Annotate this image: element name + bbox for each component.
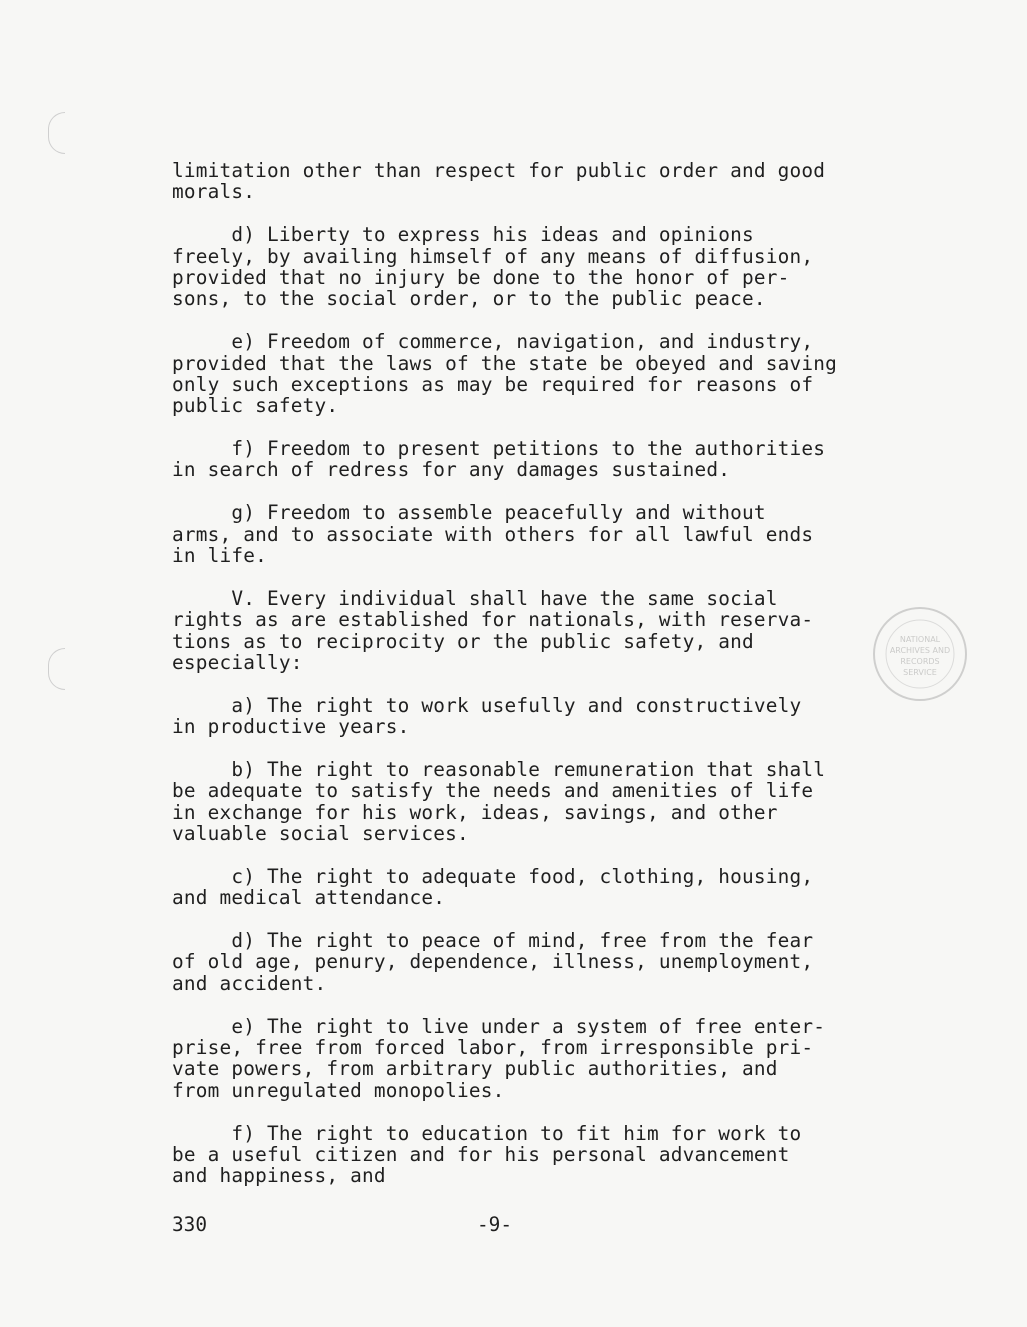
text-line: d) Liberty to express his ideas and opinions [172, 223, 754, 247]
text-line: c) The right to adequate food, clothing, housing, [172, 864, 814, 888]
text-line: in exchange for his work, ideas, savings, and other [172, 800, 778, 824]
text-line: e) The right to live under a system of free enter- [172, 1014, 826, 1038]
text-line: sons, to the social order, or to the public peace. [172, 287, 766, 311]
paragraph-d-peace [172, 930, 902, 994]
text-line: e) Freedom of commerce, navigation, and industry, [172, 330, 814, 354]
paragraph-gap [172, 909, 902, 930]
paragraph-c-food [172, 866, 902, 909]
paragraph-gap [172, 673, 902, 694]
text-line: only such exceptions as may be required for reasons of [172, 372, 814, 396]
text-line: provided that no injury be done to the honor of per- [172, 265, 790, 289]
text-line: d) The right to peace of mind, free from the fear [172, 929, 814, 953]
text-line: provided that the laws of the state be obeyed and saving [172, 351, 837, 375]
text-line: arms, and to associate with others for all lawful ends [172, 522, 814, 546]
text-line: especially: [172, 650, 303, 674]
text-line: rights as are established for nationals, with reserva- [172, 608, 814, 632]
text-line: tions as to reciprocity or the public safety, and [172, 629, 754, 653]
text-line: valuable social services. [172, 822, 469, 846]
text-line: f) Freedom to present petitions to the authorities [172, 437, 826, 461]
text-line: and medical attendance. [172, 886, 446, 910]
paragraph-a-work [172, 695, 902, 738]
paragraph-d-express [172, 224, 902, 310]
text-line: limitation other than respect for public order and good [172, 159, 826, 182]
text-line: of old age, penury, dependence, illness, unemployment, [172, 950, 814, 974]
paragraph-b-remuneration [172, 759, 902, 845]
text-line: from unregulated monopolies. [172, 1078, 505, 1102]
text-line: g) Freedom to assemble peacefully and without [172, 501, 766, 525]
text-line: prise, free from forced labor, from irresponsible pri- [172, 1036, 814, 1060]
paragraph-gap [172, 481, 902, 502]
document-body [172, 160, 902, 1187]
paragraph-f-education [172, 1123, 902, 1187]
paragraph-g-assemble [172, 502, 902, 566]
paragraph-gap [172, 1101, 902, 1122]
text-line: in life. [172, 544, 267, 568]
paragraph-e-enterprise [172, 1016, 902, 1102]
paragraph-gap [172, 203, 902, 224]
paragraph-intro [172, 160, 902, 203]
paragraph-gap [172, 417, 902, 438]
text-line: f) The right to education to fit him for work to [172, 1121, 802, 1145]
paragraph-gap [172, 994, 902, 1015]
paragraph-e-commerce [172, 331, 902, 417]
paragraph-gap [172, 310, 902, 331]
text-line: public safety. [172, 394, 339, 418]
paragraph-gap [172, 845, 902, 866]
paragraph-f-petitions [172, 438, 902, 481]
punch-hole-mark [48, 112, 65, 154]
text-line: V. Every individual shall have the same social [172, 586, 778, 610]
punch-hole-mark [48, 648, 65, 690]
text-line: a) The right to work usefully and constructively [172, 693, 802, 717]
archive-stamp-seal [860, 604, 980, 704]
page-footer [172, 1213, 902, 1237]
text-line: vate powers, from arbitrary public authorities, and [172, 1057, 778, 1081]
text-line: in productive years. [172, 715, 410, 739]
text-line: be a useful citizen and for his personal advancement [172, 1142, 790, 1166]
svg-text:RECORDS: RECORDS [900, 657, 940, 666]
paragraph-gap [172, 738, 902, 759]
text-line: freely, by availing himself of any means of diffusion, [172, 244, 814, 268]
svg-text:SERVICE: SERVICE [903, 668, 937, 677]
text-line: in search of redress for any damages sustained. [172, 458, 731, 482]
text-line: b) The right to reasonable remuneration that shall [172, 757, 826, 781]
svg-text:ARCHIVES AND: ARCHIVES AND [889, 646, 951, 655]
document-code: 330 [172, 1213, 208, 1236]
svg-text:NATIONAL: NATIONAL [899, 635, 941, 644]
text-line: be adequate to satisfy the needs and amenities of life [172, 779, 814, 803]
paragraph-v-social [172, 588, 902, 674]
paragraph-gap [172, 566, 902, 587]
text-line: and happiness, and [172, 1164, 386, 1188]
text-line: morals. [172, 180, 256, 204]
text-line: and accident. [172, 971, 327, 995]
page-number: -9- [477, 1213, 513, 1236]
